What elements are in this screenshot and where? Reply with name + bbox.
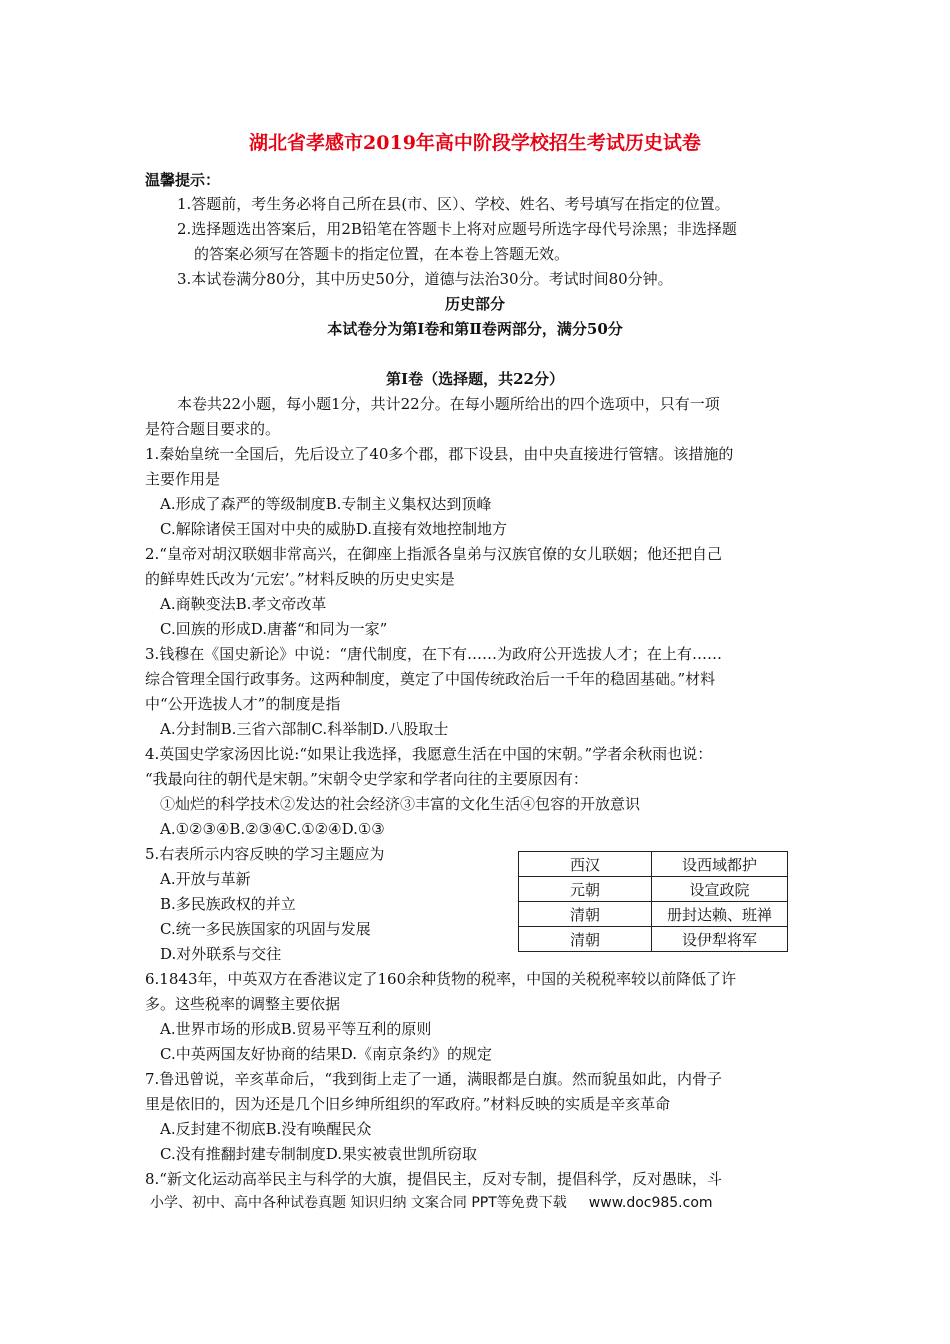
- tips-heading: 温馨提示：: [145, 171, 221, 189]
- exam-title: 湖北省孝感市2019年高中阶段学校招生考试历史试卷: [249, 132, 701, 154]
- q5-option: B.多民族政权的并立: [160, 895, 296, 913]
- intro-line: 本卷共22小题，每小题1分，共计22分。在每小题所给出的四个选项中，只有一项: [177, 395, 720, 413]
- section-subtitle: 本试卷分为第Ⅰ卷和第Ⅱ卷两部分，满分50分: [327, 320, 623, 338]
- table-cell: 设宣政院: [652, 877, 788, 902]
- q7-stem: 7.鲁迅曾说，辛亥革命后，“我到街上走了一通，满眼都是白旗。然而貌虽如此，内骨子: [145, 1070, 722, 1088]
- q2-option: A.商鞅变法B.孝文帝改革: [160, 595, 327, 613]
- q5-table: [518, 851, 788, 952]
- q8-stem: 8.“新文化运动高举民主与科学的大旗，提倡民主，反对专制，提倡科学，反对愚昧，斗: [145, 1170, 722, 1188]
- page-footer: [150, 1192, 713, 1212]
- table-cell: 设伊犁将军: [652, 927, 788, 952]
- table-row: [519, 877, 788, 902]
- q6-option: A.世界市场的形成B.贸易平等互利的原则: [160, 1020, 432, 1038]
- q2-stem: 的鲜卑姓氏改为‘元宏’。”材料反映的历史史实是: [145, 570, 455, 588]
- q6-stem: 多。这些税率的调整主要依据: [145, 995, 341, 1013]
- section-title: 历史部分: [444, 295, 505, 313]
- q1-stem: 主要作用是: [145, 470, 221, 488]
- table-row: [519, 927, 788, 952]
- intro-line: 是符合题目要求的。: [145, 420, 281, 438]
- q2-stem: 2.“皇帝对胡汉联姻非常高兴，在御座上指派各皇弟与汉族官僚的女儿联姻；他还把自己: [145, 545, 722, 563]
- part1-title: 第Ⅰ卷（选择题，共22分）: [386, 370, 564, 388]
- tip-line: 的答案必须写在答题卡的指定位置，在本卷上答题无效。: [194, 245, 570, 263]
- table-cell: 册封达赖、班禅: [652, 902, 788, 927]
- q6-stem: 6.1843年，中英双方在香港议定了160余种货物的税率，中国的关税税率较以前降低了许: [145, 970, 737, 988]
- table-row: [519, 852, 788, 877]
- q5-option: D.对外联系与交往: [160, 945, 282, 963]
- q1-option: C.解除诸侯王国对中央的威胁D.直接有效地控制地方: [160, 520, 507, 538]
- q3-option: A.分封制B.三省六部制C.科举制D.八股取士: [160, 720, 449, 738]
- q3-stem: 综合管理全国行政事务。这两种制度，奠定了中国传统政治后一千年的稳固基础。”材料: [145, 670, 716, 688]
- q7-option: A.反封建不彻底B.没有唤醒民众: [160, 1120, 372, 1138]
- footer-url[interactable]: www.doc985.com: [588, 1195, 713, 1211]
- table-cell: 元朝: [519, 877, 652, 902]
- table-cell: 清朝: [519, 927, 652, 952]
- q2-option: C.回族的形成D.唐蕃“和同为一家”: [160, 620, 388, 638]
- q3-stem: 3.钱穆在《国史新论》中说：“唐代制度，在下有……为政府公开选拔人才；在上有……: [145, 645, 722, 663]
- table-cell: 清朝: [519, 902, 652, 927]
- q3-stem: 中“公开选拔人才”的制度是指: [145, 695, 341, 713]
- table-row: [519, 902, 788, 927]
- table-cell: 西汉: [519, 852, 652, 877]
- q5-option: C.统一多民族国家的巩固与发展: [160, 920, 371, 938]
- q1-option: A.形成了森严的等级制度B.专制主义集权达到顶峰: [160, 495, 492, 513]
- tip-line: 3.本试卷满分80分，其中历史50分，道德与法治30分。考试时间80分钟。: [177, 270, 673, 288]
- tip-line: 2.选择题选出答案后，用2B铅笔在答题卡上将对应题号所选字母代号涂黑；非选择题: [177, 220, 737, 238]
- q4-option: A.①②③④B.②③④C.①②④D.①③: [160, 820, 385, 838]
- tip-line: 1.答题前，考生务必将自己所在县(市、区）、学校、姓名、考号填写在指定的位置。: [177, 195, 730, 213]
- q4-stem: “我最向往的朝代是宋朝。”宋朝令史学家和学者向往的主要原因有：: [145, 770, 588, 788]
- q5-option: A.开放与革新: [160, 870, 251, 888]
- q1-stem: 1.秦始皇统一全国后，先后设立了40多个郡，郡下设县，由中央直接进行管辖。该措施的: [145, 445, 734, 463]
- q4-stem: 4.英国史学家汤因比说:“如果让我选择，我愿意生活在中国的宋朝。”学者余秋雨也说：: [145, 745, 713, 763]
- table-cell: 设西域都护: [652, 852, 788, 877]
- q7-stem: 里是依旧的，因为还是几个旧乡绅所组织的军政府。”材料反映的实质是辛亥革命: [145, 1095, 671, 1113]
- q4-stem: ①灿烂的科学技术②发达的社会经济③丰富的文化生活④包容的开放意识: [160, 795, 641, 813]
- q5-stem: 5.右表所示内容反映的学习主题应为: [145, 845, 385, 863]
- q7-option: C.没有推翻封建专制制度D.果实被袁世凯所窃取: [160, 1145, 477, 1163]
- footer-text: 小学、初中、高中各种试卷真题 知识归纳 文案合同 PPT等免费下载: [150, 1195, 567, 1211]
- q6-option: C.中英两国友好协商的结果D.《南京条约》的规定: [160, 1045, 492, 1063]
